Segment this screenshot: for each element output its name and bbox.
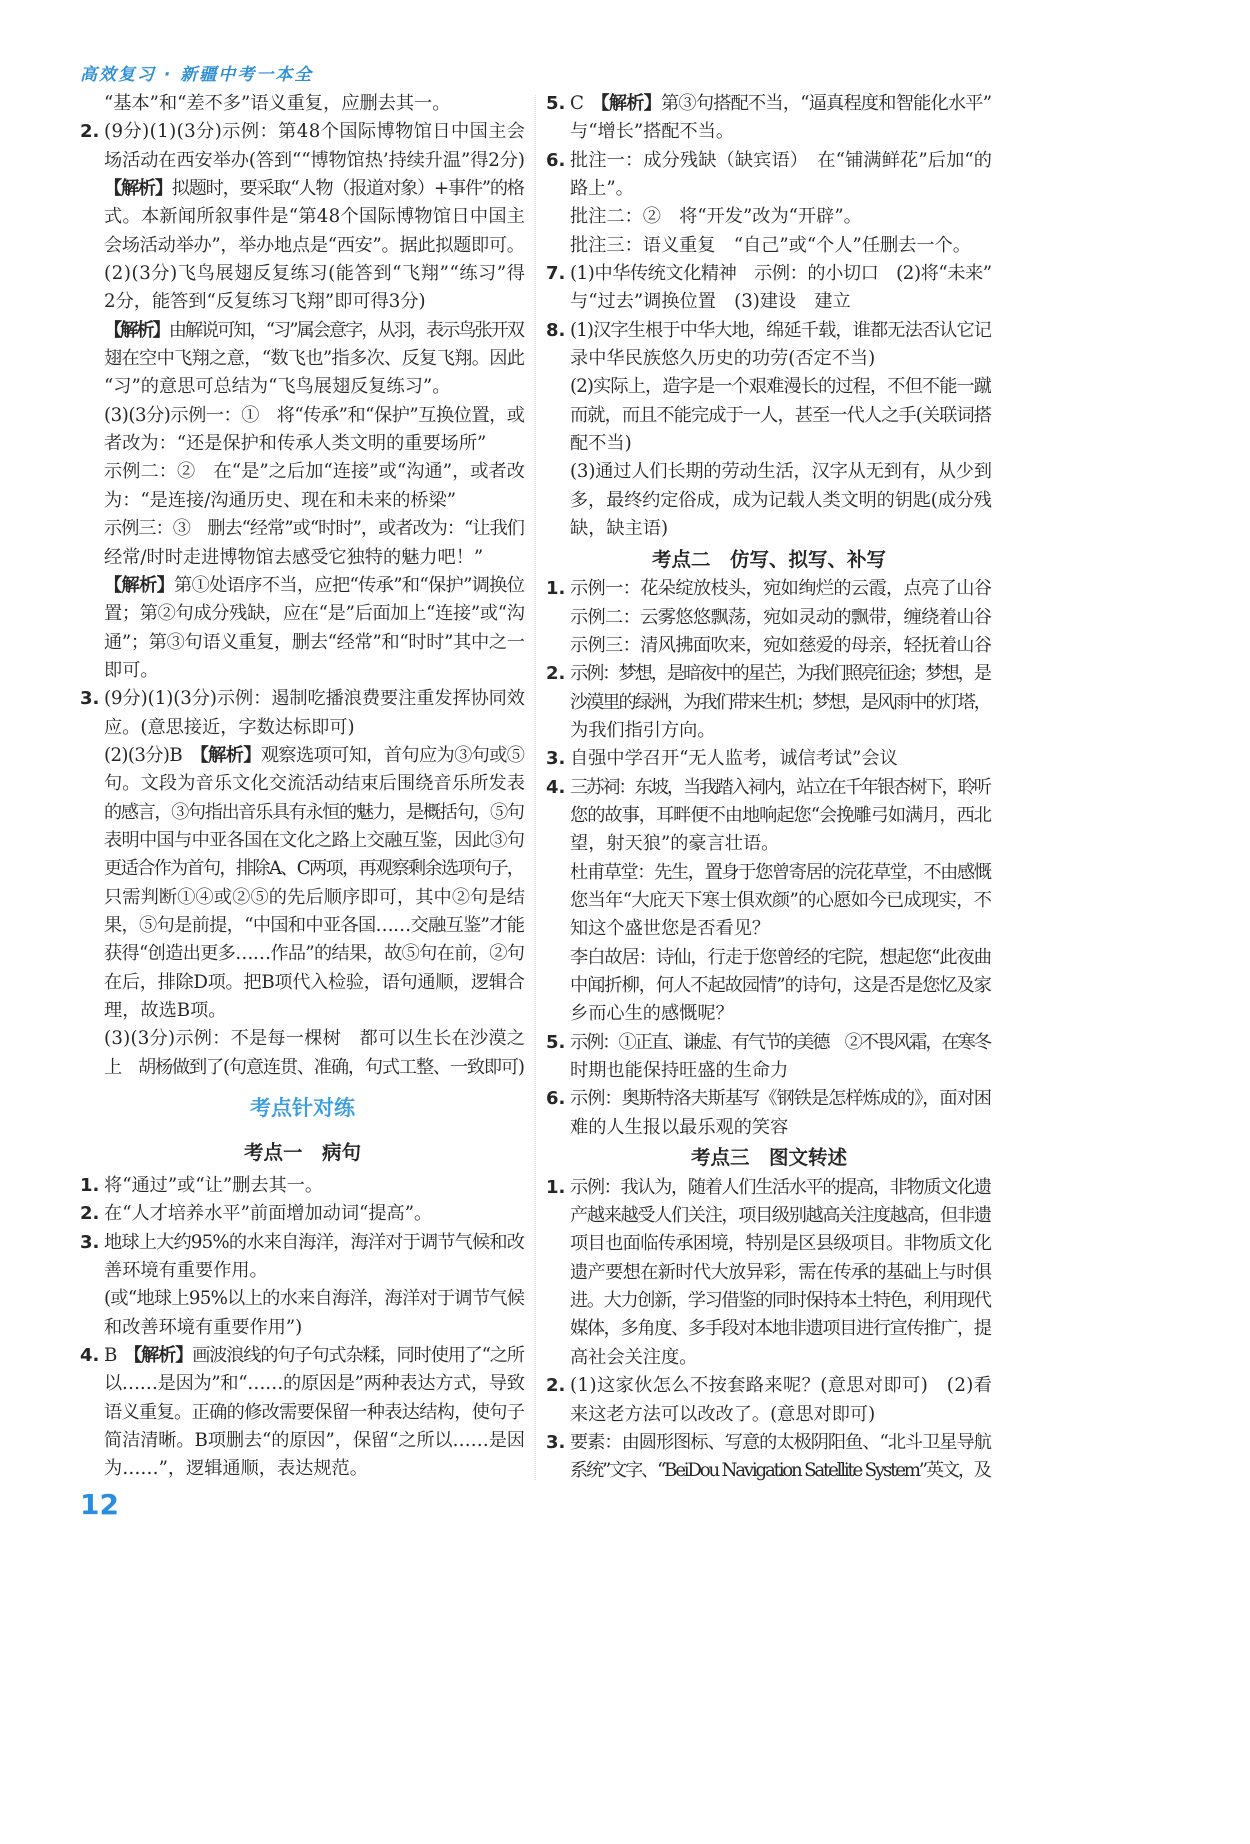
text-line: 与“增长”搭配不当。 bbox=[570, 121, 735, 143]
answer-item bbox=[80, 1200, 525, 1228]
text-line: 为……”，逻辑通顺，表达规范。 bbox=[104, 1458, 368, 1480]
answer-item bbox=[546, 1372, 992, 1429]
analysis-label: 【解析】 bbox=[600, 93, 662, 114]
text-line bbox=[104, 742, 525, 770]
text-line: 录中华民族悠久历史的功劳(否定不当) bbox=[570, 348, 876, 370]
text-segment: 拟题时，要采取“人物（报道对象）+事件”的格 bbox=[171, 178, 524, 200]
text-line: (9分)(1)(3分)示例：第48个国际博物馆日中国主会 bbox=[104, 121, 526, 143]
text-line: 产越来越受人们关注，项目级别越高关注度越高，但非遗 bbox=[570, 1205, 991, 1227]
text-line: (或“地球上95%以上的水来自海洋，海洋对于调节气候 bbox=[104, 1288, 525, 1310]
text-line: 更适合作为首句，排除A、C两项，再观察剩余选项句子， bbox=[104, 858, 524, 880]
text-line: 在“人才培养水平”前面增加动词“提高”。 bbox=[104, 1203, 433, 1225]
text-line: 媒体，多角度、多手段对本地非遗项目进行宣传推广，提 bbox=[570, 1318, 991, 1340]
text-line: 时期也能保持旺盛的生命力 bbox=[570, 1060, 789, 1082]
text-line: (3)通过人们长期的劳动生活，汉字从无到有，从少到 bbox=[570, 461, 992, 483]
answer-item bbox=[80, 1172, 525, 1200]
text-line: 沙漠里的绿洲，为我们带来生机；梦想，是风雨中的灯塔， bbox=[570, 691, 990, 713]
left-column bbox=[80, 90, 525, 1484]
text-line: (9分)(1)(3分)示例：遏制吃播浪费要注重发挥协同效 bbox=[104, 688, 525, 710]
text-line bbox=[104, 175, 525, 203]
text-line: 果，⑤句是前提，“中国和中亚各国……交融互鉴”才能 bbox=[104, 914, 525, 936]
text-line: 望，射天狼”的豪言壮语。 bbox=[570, 833, 780, 855]
text-line: 而就，而且不能完成于一人，甚至一代人之手(关联词搭 bbox=[570, 404, 992, 426]
item-number: 1. bbox=[80, 1175, 100, 1197]
item-number: 3. bbox=[80, 1231, 100, 1253]
text-line: 表明中国与中亚各国在文化之路上交融互鉴，因此③句 bbox=[104, 829, 525, 851]
text-line: 示例：①正直、谦虚、有气节的美德 ②不畏风霜，在寒冬 bbox=[570, 1031, 990, 1053]
text-line: 遗产要想在新时代大放异彩，需在传承的基础上与时俱 bbox=[570, 1261, 992, 1283]
column-divider bbox=[535, 95, 536, 1480]
answer-item bbox=[546, 1029, 992, 1086]
page-number: 12 bbox=[80, 1488, 119, 1521]
section-title: 考点针对练 bbox=[250, 1096, 355, 1121]
text-line bbox=[104, 317, 525, 345]
text-line: (2)实际上，造字是一个艰难漫长的过程，不但不能一蹴 bbox=[570, 376, 992, 398]
text-line: 知这个盛世您是否看见？ bbox=[570, 918, 771, 940]
text-segment: (2)(3分)B bbox=[104, 744, 200, 766]
item-number: 8. bbox=[546, 319, 566, 341]
text-line: 示例：梦想，是暗夜中的星芒，为我们照亮征途；梦想，是 bbox=[570, 663, 990, 685]
text-segment: 第①处语序不当，应把“传承”和“保护”调换位 bbox=[174, 574, 525, 596]
text-line: 即可。 bbox=[104, 659, 159, 681]
text-line: 示例三：③ 删去“经常”或“时时”，或者改为：“让我们 bbox=[104, 518, 525, 540]
text-line: 多，最终约定俗成，成为记载人类文明的钥匙(成分残 bbox=[570, 489, 992, 511]
text-line: 中闻折柳，何人不起故园情”的诗句，这是否是您忆及家 bbox=[570, 975, 991, 996]
text-line: 为：“是连接/沟通历史、现在和未来的桥梁” bbox=[104, 489, 457, 511]
text-line: 示例：奥斯特洛夫斯基写《钢铁是怎样炼成的》，面对困 bbox=[570, 1088, 992, 1110]
text-line: 项目也面临传承困境，特别是区县级项目。非物质文化 bbox=[570, 1233, 992, 1255]
answer-item bbox=[546, 317, 992, 544]
item-number: 5. bbox=[546, 93, 566, 114]
item-number: 3. bbox=[546, 748, 566, 770]
item-number: 6. bbox=[546, 149, 566, 171]
text-segment: C bbox=[570, 93, 601, 114]
item-number: 4. bbox=[80, 1345, 100, 1367]
answer-item bbox=[546, 1429, 992, 1486]
topic-heading: 考点二 仿写、拟写、补写 bbox=[651, 547, 886, 571]
text-line: 理，故选B项。 bbox=[104, 1000, 227, 1021]
text-line: 示例二：云雾悠悠飘荡，宛如灵动的飘带，缠绕着山谷 bbox=[570, 606, 992, 628]
text-line: 来这老方法可以改改了。(意思对即可) bbox=[570, 1403, 876, 1425]
item-number: 2. bbox=[80, 1203, 100, 1225]
text-line: 与“过去”调换位置 (3)建设 建立 bbox=[570, 291, 851, 313]
text-line: 应。(意思接近，字数达标即可) bbox=[104, 716, 355, 738]
text-line: 示例一：花朵绽放枝头，宛如绚烂的云霞，点亮了山谷 bbox=[570, 578, 992, 600]
text-line: 翅在空中飞翔之意，“数飞也”指多次、反复飞翔。因此 bbox=[104, 348, 525, 370]
text-line: 将“通过”或“让”删去其一。 bbox=[104, 1175, 324, 1197]
text-line: 上 胡杨做到了(句意连贯、准确，句式工整、一致即可) bbox=[104, 1056, 524, 1078]
text-line: 高社会关注度。 bbox=[570, 1346, 698, 1368]
text-line bbox=[570, 90, 992, 118]
text-line: (1)这家伙怎么不按套路来呢？(意思对即可) (2)看 bbox=[570, 1375, 993, 1397]
text-segment: 观察选项可知，首句应为③句或⑤ bbox=[260, 744, 525, 766]
item-number: 2. bbox=[546, 1375, 566, 1397]
item-number: 3. bbox=[546, 1431, 566, 1453]
analysis-label: 【解析】 bbox=[104, 178, 172, 200]
text-line: 三苏祠：东坡，当我踏入祠内，站立在千年银杏树下，聆听 bbox=[570, 776, 990, 798]
text-line: 句。文段为音乐文化交流活动结束后围绕音乐所发表 bbox=[104, 773, 526, 795]
answer-item bbox=[546, 147, 992, 260]
text-line: 在后，排除D项。把B项代入检验，语句通顺，逻辑合 bbox=[104, 971, 525, 993]
text-segment: 画波浪线的句子句式杂糅，同时使用了“之所 bbox=[192, 1345, 524, 1367]
answer-item bbox=[546, 1174, 992, 1372]
answer-item bbox=[546, 745, 992, 773]
text-line: 地球上大约95%的水来自海洋，海洋对于调节气候和改 bbox=[104, 1231, 525, 1253]
text-line: (1)中华传统文化精神 示例：的小切口 (2)将“未来” bbox=[570, 263, 992, 285]
item-number: 5. bbox=[546, 1031, 566, 1053]
item-number: 2. bbox=[80, 121, 100, 143]
text-line: 简洁清晰。B项删去“的原因”，保留“之所以……是因 bbox=[104, 1430, 525, 1452]
text-line: 示例：我认为，随着人们生活水平的提高，非物质文化遗 bbox=[570, 1176, 991, 1198]
text-line: 的感言，③句指出音乐具有永恒的魅力，是概括句，⑤句 bbox=[104, 801, 524, 823]
text-line: 您的故事，耳畔便不由地响起您“会挽雕弓如满月，西北 bbox=[570, 804, 991, 826]
text-line: 会场活动举办”，举办地点是“西安”。据此拟题即可。 bbox=[104, 234, 525, 256]
text-line: 者改为：“还是保护和传承人类文明的重要场所” bbox=[104, 433, 487, 455]
text-line: (1)汉字生根于中华大地，绵延千载，谁都无法否认它记 bbox=[570, 319, 992, 341]
text-line: 善环境有重要作用。 bbox=[104, 1260, 268, 1282]
answer-item bbox=[546, 1085, 992, 1142]
text-line: 场活动在西安举办(答到““博物馆热’持续升温”得2分) bbox=[104, 149, 525, 171]
item-number: 7. bbox=[546, 263, 566, 285]
answer-item bbox=[546, 660, 992, 745]
text-line: 经常/时时走进博物馆去感受它独特的魅力吧！” bbox=[104, 546, 484, 568]
text-line: 2分，能答到“反复练习飞翔”即可得3分) bbox=[104, 291, 426, 313]
text-line: 杜甫草堂：先生，置身于您曾寄居的浣花草堂，不由感慨 bbox=[570, 861, 991, 883]
text-line: 和改善环境有重要作用”) bbox=[104, 1316, 303, 1338]
item-number: 1. bbox=[546, 1176, 566, 1198]
answer-item bbox=[80, 118, 525, 685]
text-segment: 第③句搭配不当，“逼真程度和智能化水平” bbox=[661, 93, 992, 114]
text-line: 置；第②句成分残缺，应在“是”后面加上“连接”或“沟 bbox=[104, 603, 525, 625]
answer-item bbox=[546, 90, 992, 147]
item-number: 3. bbox=[80, 688, 100, 710]
text-line: 缺，缺主语) bbox=[570, 518, 669, 540]
text-line: 获得“创造出更多……作品”的结果，故⑤句在前，②句 bbox=[104, 943, 525, 965]
text-line: 您当年“大庇天下寒士俱欢颜”的心愿如今已成现实，不 bbox=[570, 889, 992, 911]
text-segment: 由解说可知，“习”属会意字，从羽，表示鸟张开双 bbox=[168, 319, 523, 341]
text-line: 只需判断①④或②⑤的先后顺序即可，其中②句是结 bbox=[104, 886, 526, 908]
text-line: 示例二：② 在“是”之后加“连接”或“沟通”，或者改 bbox=[104, 461, 526, 483]
text-line: 语义重复。正确的修改需要保留一种表达结构，使句子 bbox=[104, 1401, 525, 1423]
item-number: 2. bbox=[546, 663, 566, 685]
text-line: 要素：由圆形图标、写意的太极阴阳鱼、“北斗卫星导航 bbox=[570, 1431, 991, 1453]
text-line: 乡而心生的感慨呢？ bbox=[570, 1003, 734, 1025]
text-line: (3)(3分)示例：不是每一棵树 都可以生长在沙漠之 bbox=[104, 1028, 526, 1050]
text-line: 示例三：清风拂面吹来，宛如慈爱的母亲，轻抚着山谷 bbox=[570, 634, 992, 656]
running-header: 高效复习 · 新疆中考一本全 bbox=[80, 65, 314, 85]
text-line: (3)(3分)示例一：① 将“传承”和“保护”互换位置，或 bbox=[104, 404, 525, 426]
answer-item bbox=[80, 1342, 525, 1484]
text-line: 批注二：② 将“开发”改为“开辟”。 bbox=[570, 206, 862, 228]
text-line bbox=[104, 1342, 525, 1370]
answer-item bbox=[80, 1229, 525, 1342]
item-number: 4. bbox=[546, 776, 566, 798]
text-line: (2)(3分)飞鸟展翅反复练习(能答到“飞翔”“练习”得 bbox=[104, 263, 526, 285]
text-line: 配不当) bbox=[570, 433, 632, 455]
text-line: 李白故居：诗仙，行走于您曾经的宅院，想起您“此夜曲 bbox=[570, 946, 991, 968]
topic-heading: 考点一 病句 bbox=[243, 1141, 361, 1165]
item-number: 1. bbox=[546, 578, 566, 600]
topic-heading: 考点三 图文转述 bbox=[690, 1146, 847, 1170]
text-line: 进。大力创新，学习借鉴的同时保持本土特色，利用现代 bbox=[570, 1290, 991, 1312]
item-number: 6. bbox=[546, 1088, 566, 1110]
answer-continuation bbox=[80, 90, 525, 118]
analysis-label: 【解析】 bbox=[199, 744, 261, 766]
analysis-label: 【解析】 bbox=[104, 574, 175, 596]
text-line: “习”的意思可总结为“飞鸟展翅反复练习”。 bbox=[104, 376, 451, 398]
answer-item bbox=[546, 575, 992, 660]
text-line: 为我们指引方向。 bbox=[570, 719, 716, 741]
text-line: 难的人生报以最乐观的笑容 bbox=[570, 1116, 789, 1138]
analysis-label: 【解析】 bbox=[133, 1345, 193, 1367]
text-line: 通”；第③句语义重复，删去“经常”和“时时”其中之一 bbox=[104, 631, 525, 653]
answer-item bbox=[546, 260, 992, 317]
text-line bbox=[104, 572, 525, 600]
answer-item bbox=[80, 685, 525, 1082]
text-line: 批注三：语义重复 “自己”或“个人”任删去一个。 bbox=[570, 234, 971, 256]
analysis-label: 【解析】 bbox=[104, 319, 169, 341]
text-line: “基本”和“差不多”语义重复，应删去其一。 bbox=[104, 93, 451, 114]
text-line: 系统”文字、“BeiDou Navigation Satellite System”英文，及 bbox=[570, 1460, 990, 1482]
text-line: 式。本新闻所叙事件是“第48个国际博物馆日中国主 bbox=[104, 206, 526, 228]
text-line: 路上”。 bbox=[570, 178, 634, 200]
text-segment: B bbox=[104, 1345, 134, 1367]
text-line: 以……是因为”和“……的原因是”两种表达方式，导致 bbox=[104, 1373, 525, 1395]
right-column bbox=[546, 90, 992, 1486]
text-line: 批注一：成分残缺（缺宾语） 在“铺满鲜花”后加“的 bbox=[570, 149, 993, 171]
text-line: 自强中学召开“无人监考，诚信考试”会议 bbox=[570, 748, 898, 770]
answer-item bbox=[546, 774, 992, 1029]
